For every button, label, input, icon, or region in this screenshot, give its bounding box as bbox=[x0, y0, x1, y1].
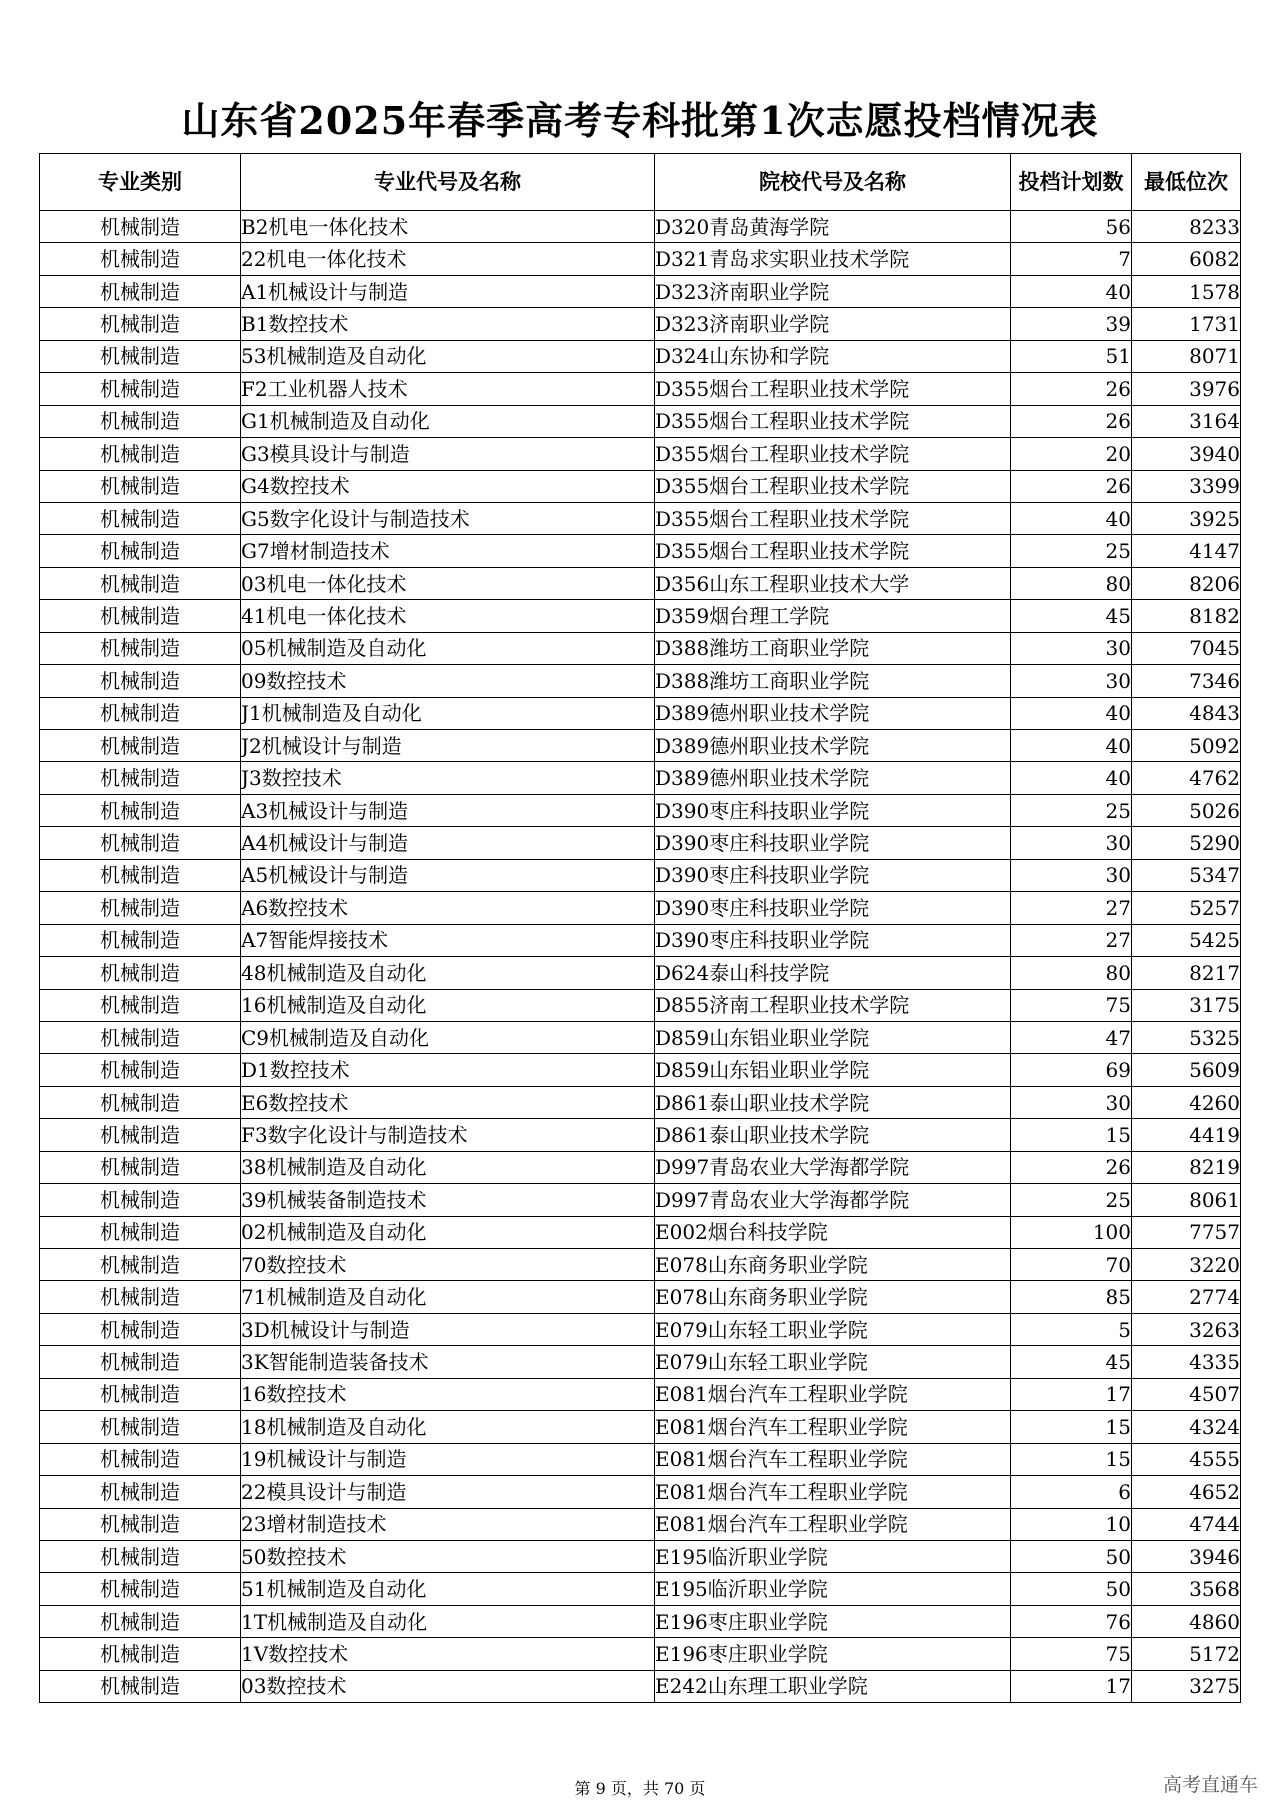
cell-min-rank: 7757 bbox=[1132, 1216, 1241, 1248]
cell-category: 机械制造 bbox=[40, 1281, 241, 1313]
cell-plan: 30 bbox=[1011, 632, 1132, 664]
cell-plan: 40 bbox=[1011, 730, 1132, 762]
cell-major: 18机械制造及自动化 bbox=[241, 1411, 655, 1443]
table-row bbox=[40, 470, 1241, 502]
cell-plan: 17 bbox=[1011, 1670, 1132, 1702]
cell-min-rank: 3175 bbox=[1132, 989, 1241, 1021]
header-school: 院校代号及名称 bbox=[655, 154, 1011, 211]
cell-major: 48机械制造及自动化 bbox=[241, 957, 655, 989]
cell-major: 70数控技术 bbox=[241, 1249, 655, 1281]
cell-category: 机械制造 bbox=[40, 957, 241, 989]
cell-min-rank: 4147 bbox=[1132, 535, 1241, 567]
cell-plan: 10 bbox=[1011, 1508, 1132, 1540]
cell-major: 19机械设计与制造 bbox=[241, 1443, 655, 1475]
cell-major: 02机械制造及自动化 bbox=[241, 1216, 655, 1248]
table-row bbox=[40, 924, 1241, 956]
cell-major: A7智能焊接技术 bbox=[241, 924, 655, 956]
cell-category: 机械制造 bbox=[40, 1184, 241, 1216]
cell-school: D388潍坊工商职业学院 bbox=[655, 665, 1011, 697]
cell-major: 53机械制造及自动化 bbox=[241, 340, 655, 372]
cell-min-rank: 8061 bbox=[1132, 1184, 1241, 1216]
cell-category: 机械制造 bbox=[40, 859, 241, 891]
cell-school: E195临沂职业学院 bbox=[655, 1573, 1011, 1605]
cell-school: E081烟台汽车工程职业学院 bbox=[655, 1378, 1011, 1410]
cell-category: 机械制造 bbox=[40, 373, 241, 405]
cell-school: D861泰山职业技术学院 bbox=[655, 1119, 1011, 1151]
cell-min-rank: 3925 bbox=[1132, 502, 1241, 534]
cell-major: 23增材制造技术 bbox=[241, 1508, 655, 1540]
cell-min-rank: 3946 bbox=[1132, 1540, 1241, 1572]
cell-major: 22机电一体化技术 bbox=[241, 243, 655, 275]
cell-school: D390枣庄科技职业学院 bbox=[655, 827, 1011, 859]
cell-major: J3数控技术 bbox=[241, 762, 655, 794]
cell-major: 16数控技术 bbox=[241, 1378, 655, 1410]
table-row bbox=[40, 438, 1241, 470]
cell-plan: 45 bbox=[1011, 600, 1132, 632]
cell-category: 机械制造 bbox=[40, 924, 241, 956]
cell-major: B1数控技术 bbox=[241, 308, 655, 340]
cell-category: 机械制造 bbox=[40, 1378, 241, 1410]
cell-plan: 80 bbox=[1011, 957, 1132, 989]
cell-major: 51机械制造及自动化 bbox=[241, 1573, 655, 1605]
cell-category: 机械制造 bbox=[40, 1313, 241, 1345]
cell-school: D389德州职业技术学院 bbox=[655, 730, 1011, 762]
cell-min-rank: 3940 bbox=[1132, 438, 1241, 470]
cell-category: 机械制造 bbox=[40, 989, 241, 1021]
cell-school: D359烟台理工学院 bbox=[655, 600, 1011, 632]
cell-major: B2机电一体化技术 bbox=[241, 211, 655, 243]
header-category: 专业类别 bbox=[40, 154, 241, 211]
cell-major: J1机械制造及自动化 bbox=[241, 697, 655, 729]
cell-category: 机械制造 bbox=[40, 1086, 241, 1118]
cell-min-rank: 5290 bbox=[1132, 827, 1241, 859]
cell-school: E242山东理工职业学院 bbox=[655, 1670, 1011, 1702]
table-row bbox=[40, 600, 1241, 632]
cell-plan: 80 bbox=[1011, 567, 1132, 599]
table-row bbox=[40, 1443, 1241, 1475]
cell-category: 机械制造 bbox=[40, 308, 241, 340]
cell-min-rank: 5092 bbox=[1132, 730, 1241, 762]
cell-school: E078山东商务职业学院 bbox=[655, 1281, 1011, 1313]
cell-plan: 15 bbox=[1011, 1411, 1132, 1443]
cell-school: E081烟台汽车工程职业学院 bbox=[655, 1476, 1011, 1508]
cell-school: D355烟台工程职业技术学院 bbox=[655, 373, 1011, 405]
cell-plan: 50 bbox=[1011, 1573, 1132, 1605]
table-row bbox=[40, 989, 1241, 1021]
header-plan: 投档计划数 bbox=[1011, 154, 1132, 211]
cell-school: D861泰山职业技术学院 bbox=[655, 1086, 1011, 1118]
cell-school: D355烟台工程职业技术学院 bbox=[655, 470, 1011, 502]
cell-min-rank: 7045 bbox=[1132, 632, 1241, 664]
table-row bbox=[40, 1508, 1241, 1540]
cell-major: A1机械设计与制造 bbox=[241, 275, 655, 307]
table-row bbox=[40, 892, 1241, 924]
cell-major: 3K智能制造装备技术 bbox=[241, 1346, 655, 1378]
cell-school: E002烟台科技学院 bbox=[655, 1216, 1011, 1248]
table-row bbox=[40, 1605, 1241, 1637]
cell-plan: 40 bbox=[1011, 502, 1132, 534]
table-row bbox=[40, 567, 1241, 599]
table-row bbox=[40, 697, 1241, 729]
cell-min-rank: 8071 bbox=[1132, 340, 1241, 372]
table-row bbox=[40, 1249, 1241, 1281]
table-row bbox=[40, 1346, 1241, 1378]
cell-category: 机械制造 bbox=[40, 1249, 241, 1281]
cell-major: J2机械设计与制造 bbox=[241, 730, 655, 762]
cell-major: 50数控技术 bbox=[241, 1540, 655, 1572]
cell-category: 机械制造 bbox=[40, 892, 241, 924]
cell-school: D997青岛农业大学海都学院 bbox=[655, 1151, 1011, 1183]
cell-plan: 69 bbox=[1011, 1054, 1132, 1086]
table-row bbox=[40, 1281, 1241, 1313]
cell-major: 1V数控技术 bbox=[241, 1638, 655, 1670]
page-number: 第 9 页，共 70 页 bbox=[574, 1779, 706, 1798]
table-row bbox=[40, 308, 1241, 340]
header-min-rank: 最低位次 bbox=[1132, 154, 1241, 211]
cell-school: E196枣庄职业学院 bbox=[655, 1605, 1011, 1637]
cell-category: 机械制造 bbox=[40, 243, 241, 275]
cell-category: 机械制造 bbox=[40, 211, 241, 243]
cell-school: E195临沂职业学院 bbox=[655, 1540, 1011, 1572]
cell-category: 机械制造 bbox=[40, 1411, 241, 1443]
cell-school: E081烟台汽车工程职业学院 bbox=[655, 1411, 1011, 1443]
cell-major: A6数控技术 bbox=[241, 892, 655, 924]
cell-category: 机械制造 bbox=[40, 1443, 241, 1475]
cell-school: D390枣庄科技职业学院 bbox=[655, 794, 1011, 826]
cell-plan: 30 bbox=[1011, 1086, 1132, 1118]
table-header-row bbox=[40, 154, 1241, 211]
table-row bbox=[40, 632, 1241, 664]
table-row bbox=[40, 1573, 1241, 1605]
cell-min-rank: 4744 bbox=[1132, 1508, 1241, 1540]
cell-major: 09数控技术 bbox=[241, 665, 655, 697]
cell-major: 03机电一体化技术 bbox=[241, 567, 655, 599]
cell-school: D388潍坊工商职业学院 bbox=[655, 632, 1011, 664]
cell-min-rank: 4335 bbox=[1132, 1346, 1241, 1378]
cell-school: D355烟台工程职业技术学院 bbox=[655, 502, 1011, 534]
cell-category: 机械制造 bbox=[40, 470, 241, 502]
cell-category: 机械制造 bbox=[40, 697, 241, 729]
cell-school: D390枣庄科技职业学院 bbox=[655, 859, 1011, 891]
cell-plan: 25 bbox=[1011, 1184, 1132, 1216]
cell-category: 机械制造 bbox=[40, 600, 241, 632]
table-row bbox=[40, 243, 1241, 275]
cell-school: D390枣庄科技职业学院 bbox=[655, 892, 1011, 924]
cell-plan: 56 bbox=[1011, 211, 1132, 243]
cell-plan: 6 bbox=[1011, 1476, 1132, 1508]
cell-min-rank: 8219 bbox=[1132, 1151, 1241, 1183]
cell-min-rank: 4860 bbox=[1132, 1605, 1241, 1637]
cell-category: 机械制造 bbox=[40, 1151, 241, 1183]
table-row bbox=[40, 1216, 1241, 1248]
cell-min-rank: 3568 bbox=[1132, 1573, 1241, 1605]
table-row bbox=[40, 1670, 1241, 1702]
cell-school: D859山东铝业职业学院 bbox=[655, 1054, 1011, 1086]
cell-category: 机械制造 bbox=[40, 1638, 241, 1670]
cell-school: D390枣庄科技职业学院 bbox=[655, 924, 1011, 956]
cell-category: 机械制造 bbox=[40, 1508, 241, 1540]
cell-major: 38机械制造及自动化 bbox=[241, 1151, 655, 1183]
cell-plan: 15 bbox=[1011, 1119, 1132, 1151]
table-row bbox=[40, 340, 1241, 372]
cell-major: 05机械制造及自动化 bbox=[241, 632, 655, 664]
cell-major: G3模具设计与制造 bbox=[241, 438, 655, 470]
cell-plan: 40 bbox=[1011, 275, 1132, 307]
cell-major: G1机械制造及自动化 bbox=[241, 405, 655, 437]
table-row bbox=[40, 1476, 1241, 1508]
table-row bbox=[40, 1184, 1241, 1216]
cell-category: 机械制造 bbox=[40, 1670, 241, 1702]
cell-category: 机械制造 bbox=[40, 827, 241, 859]
cell-plan: 70 bbox=[1011, 1249, 1132, 1281]
cell-category: 机械制造 bbox=[40, 1605, 241, 1637]
cell-major: C9机械制造及自动化 bbox=[241, 1021, 655, 1053]
cell-plan: 40 bbox=[1011, 697, 1132, 729]
cell-major: 03数控技术 bbox=[241, 1670, 655, 1702]
cell-category: 机械制造 bbox=[40, 1540, 241, 1572]
table-row bbox=[40, 1638, 1241, 1670]
cell-plan: 30 bbox=[1011, 859, 1132, 891]
cell-school: E078山东商务职业学院 bbox=[655, 1249, 1011, 1281]
cell-plan: 75 bbox=[1011, 1638, 1132, 1670]
cell-category: 机械制造 bbox=[40, 535, 241, 567]
admission-table bbox=[39, 153, 1241, 1703]
cell-plan: 25 bbox=[1011, 794, 1132, 826]
cell-min-rank: 5257 bbox=[1132, 892, 1241, 924]
document-title: 山东省2025年春季高考专科批第1次志愿投档情况表 bbox=[181, 98, 1099, 143]
cell-school: D624泰山科技学院 bbox=[655, 957, 1011, 989]
cell-min-rank: 3164 bbox=[1132, 405, 1241, 437]
cell-major: G7增材制造技术 bbox=[241, 535, 655, 567]
cell-min-rank: 8217 bbox=[1132, 957, 1241, 989]
cell-school: D389德州职业技术学院 bbox=[655, 762, 1011, 794]
cell-category: 机械制造 bbox=[40, 632, 241, 664]
cell-major: E6数控技术 bbox=[241, 1086, 655, 1118]
cell-category: 机械制造 bbox=[40, 1119, 241, 1151]
cell-category: 机械制造 bbox=[40, 665, 241, 697]
cell-school: D323济南职业学院 bbox=[655, 275, 1011, 307]
cell-category: 机械制造 bbox=[40, 1573, 241, 1605]
cell-min-rank: 1731 bbox=[1132, 308, 1241, 340]
table-row bbox=[40, 275, 1241, 307]
cell-major: D1数控技术 bbox=[241, 1054, 655, 1086]
cell-min-rank: 7346 bbox=[1132, 665, 1241, 697]
cell-major: A4机械设计与制造 bbox=[241, 827, 655, 859]
cell-min-rank: 1578 bbox=[1132, 275, 1241, 307]
cell-school: D997青岛农业大学海都学院 bbox=[655, 1184, 1011, 1216]
cell-major: G4数控技术 bbox=[241, 470, 655, 502]
cell-plan: 45 bbox=[1011, 1346, 1132, 1378]
table-row bbox=[40, 1378, 1241, 1410]
table-row bbox=[40, 1119, 1241, 1151]
header-major: 专业代号及名称 bbox=[241, 154, 655, 211]
table-body bbox=[40, 211, 1241, 1703]
cell-school: E079山东轻工职业学院 bbox=[655, 1346, 1011, 1378]
cell-major: 22模具设计与制造 bbox=[241, 1476, 655, 1508]
cell-major: 16机械制造及自动化 bbox=[241, 989, 655, 1021]
cell-plan: 5 bbox=[1011, 1313, 1132, 1345]
cell-min-rank: 2774 bbox=[1132, 1281, 1241, 1313]
cell-min-rank: 4652 bbox=[1132, 1476, 1241, 1508]
cell-school: D321青岛求实职业技术学院 bbox=[655, 243, 1011, 275]
cell-plan: 50 bbox=[1011, 1540, 1132, 1572]
cell-category: 机械制造 bbox=[40, 405, 241, 437]
cell-min-rank: 4507 bbox=[1132, 1378, 1241, 1410]
cell-min-rank: 4324 bbox=[1132, 1411, 1241, 1443]
table-row bbox=[40, 1054, 1241, 1086]
table-row bbox=[40, 762, 1241, 794]
cell-plan: 26 bbox=[1011, 1151, 1132, 1183]
cell-category: 机械制造 bbox=[40, 730, 241, 762]
cell-major: 1T机械制造及自动化 bbox=[241, 1605, 655, 1637]
cell-plan: 25 bbox=[1011, 535, 1132, 567]
cell-category: 机械制造 bbox=[40, 1021, 241, 1053]
cell-min-rank: 8233 bbox=[1132, 211, 1241, 243]
cell-plan: 20 bbox=[1011, 438, 1132, 470]
cell-plan: 100 bbox=[1011, 1216, 1132, 1248]
cell-major: F3数字化设计与制造技术 bbox=[241, 1119, 655, 1151]
cell-min-rank: 5425 bbox=[1132, 924, 1241, 956]
cell-plan: 75 bbox=[1011, 989, 1132, 1021]
cell-min-rank: 5609 bbox=[1132, 1054, 1241, 1086]
cell-min-rank: 8206 bbox=[1132, 567, 1241, 599]
cell-major: A5机械设计与制造 bbox=[241, 859, 655, 891]
cell-plan: 7 bbox=[1011, 243, 1132, 275]
cell-min-rank: 5325 bbox=[1132, 1021, 1241, 1053]
cell-plan: 27 bbox=[1011, 892, 1132, 924]
table-row bbox=[40, 1313, 1241, 1345]
cell-min-rank: 5347 bbox=[1132, 859, 1241, 891]
table-row bbox=[40, 502, 1241, 534]
table-row bbox=[40, 827, 1241, 859]
cell-min-rank: 4762 bbox=[1132, 762, 1241, 794]
cell-plan: 39 bbox=[1011, 308, 1132, 340]
cell-min-rank: 8182 bbox=[1132, 600, 1241, 632]
cell-school: D355烟台工程职业技术学院 bbox=[655, 405, 1011, 437]
cell-min-rank: 4555 bbox=[1132, 1443, 1241, 1475]
cell-major: 39机械装备制造技术 bbox=[241, 1184, 655, 1216]
table-row bbox=[40, 1021, 1241, 1053]
cell-school: D324山东协和学院 bbox=[655, 340, 1011, 372]
cell-plan: 15 bbox=[1011, 1443, 1132, 1475]
cell-category: 机械制造 bbox=[40, 794, 241, 826]
cell-school: D855济南工程职业技术学院 bbox=[655, 989, 1011, 1021]
table-row bbox=[40, 1151, 1241, 1183]
table-row bbox=[40, 1540, 1241, 1572]
cell-school: D355烟台工程职业技术学院 bbox=[655, 438, 1011, 470]
cell-school: D355烟台工程职业技术学院 bbox=[655, 535, 1011, 567]
cell-school: D389德州职业技术学院 bbox=[655, 697, 1011, 729]
cell-min-rank: 3220 bbox=[1132, 1249, 1241, 1281]
cell-school: D320青岛黄海学院 bbox=[655, 211, 1011, 243]
table-row bbox=[40, 1086, 1241, 1118]
cell-min-rank: 3263 bbox=[1132, 1313, 1241, 1345]
cell-plan: 76 bbox=[1011, 1605, 1132, 1637]
cell-min-rank: 5026 bbox=[1132, 794, 1241, 826]
cell-major: 41机电一体化技术 bbox=[241, 600, 655, 632]
cell-category: 机械制造 bbox=[40, 567, 241, 599]
table-row bbox=[40, 859, 1241, 891]
cell-plan: 85 bbox=[1011, 1281, 1132, 1313]
table-row bbox=[40, 794, 1241, 826]
cell-school: E081烟台汽车工程职业学院 bbox=[655, 1443, 1011, 1475]
cell-min-rank: 4843 bbox=[1132, 697, 1241, 729]
table-row bbox=[40, 665, 1241, 697]
cell-school: E196枣庄职业学院 bbox=[655, 1638, 1011, 1670]
cell-category: 机械制造 bbox=[40, 275, 241, 307]
table-row bbox=[40, 730, 1241, 762]
cell-min-rank: 5172 bbox=[1132, 1638, 1241, 1670]
cell-school: D356山东工程职业技术大学 bbox=[655, 567, 1011, 599]
table-row bbox=[40, 1411, 1241, 1443]
cell-min-rank: 4260 bbox=[1132, 1086, 1241, 1118]
cell-plan: 40 bbox=[1011, 762, 1132, 794]
cell-category: 机械制造 bbox=[40, 502, 241, 534]
table-row bbox=[40, 535, 1241, 567]
cell-major: G5数字化设计与制造技术 bbox=[241, 502, 655, 534]
cell-category: 机械制造 bbox=[40, 1054, 241, 1086]
table-row bbox=[40, 373, 1241, 405]
cell-category: 机械制造 bbox=[40, 1476, 241, 1508]
cell-plan: 30 bbox=[1011, 827, 1132, 859]
cell-major: A3机械设计与制造 bbox=[241, 794, 655, 826]
cell-category: 机械制造 bbox=[40, 1216, 241, 1248]
cell-major: 3D机械设计与制造 bbox=[241, 1313, 655, 1345]
cell-plan: 26 bbox=[1011, 470, 1132, 502]
cell-min-rank: 4419 bbox=[1132, 1119, 1241, 1151]
cell-category: 机械制造 bbox=[40, 340, 241, 372]
cell-plan: 30 bbox=[1011, 665, 1132, 697]
cell-category: 机械制造 bbox=[40, 762, 241, 794]
cell-school: D323济南职业学院 bbox=[655, 308, 1011, 340]
cell-school: E079山东轻工职业学院 bbox=[655, 1313, 1011, 1345]
cell-plan: 26 bbox=[1011, 405, 1132, 437]
cell-plan: 26 bbox=[1011, 373, 1132, 405]
cell-school: E081烟台汽车工程职业学院 bbox=[655, 1508, 1011, 1540]
table-row bbox=[40, 405, 1241, 437]
cell-category: 机械制造 bbox=[40, 1346, 241, 1378]
cell-min-rank: 3275 bbox=[1132, 1670, 1241, 1702]
cell-plan: 47 bbox=[1011, 1021, 1132, 1053]
cell-min-rank: 3399 bbox=[1132, 470, 1241, 502]
cell-category: 机械制造 bbox=[40, 438, 241, 470]
cell-plan: 27 bbox=[1011, 924, 1132, 956]
table-row bbox=[40, 957, 1241, 989]
cell-plan: 51 bbox=[1011, 340, 1132, 372]
cell-major: 71机械制造及自动化 bbox=[241, 1281, 655, 1313]
cell-major: F2工业机器人技术 bbox=[241, 373, 655, 405]
cell-school: D859山东铝业职业学院 bbox=[655, 1021, 1011, 1053]
watermark: 高考直通车 bbox=[1162, 1774, 1258, 1796]
cell-min-rank: 6082 bbox=[1132, 243, 1241, 275]
cell-plan: 17 bbox=[1011, 1378, 1132, 1410]
cell-min-rank: 3976 bbox=[1132, 373, 1241, 405]
table-row bbox=[40, 211, 1241, 243]
